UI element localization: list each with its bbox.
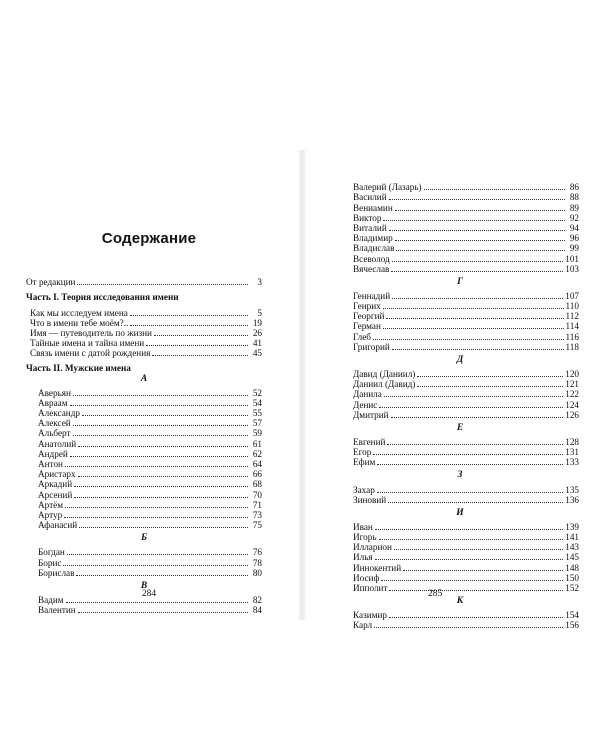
toc-entry — [341, 519, 579, 532]
toc-entry — [341, 179, 579, 193]
letter-heading: Е — [456, 422, 464, 433]
toc-entry-label: Вадим — [38, 594, 64, 605]
toc-entry-label: Валерий (Лазарь) — [353, 182, 422, 193]
toc-entry-label: Карл — [353, 620, 373, 631]
toc-entry-label: Алексей — [38, 418, 71, 429]
toc-entry-label: Герман — [353, 321, 381, 332]
toc-entry-page: 118 — [565, 341, 579, 352]
toc-entry-page: 3 — [257, 277, 262, 288]
toc-entry-page: 135 — [565, 484, 579, 495]
toc-entry-label: Борис — [38, 557, 62, 568]
toc-entry-page: 120 — [565, 369, 579, 379]
toc-entry-page: 62 — [252, 448, 262, 459]
toc-entry-page: 80 — [252, 567, 262, 578]
toc-entry — [341, 434, 579, 447]
dot-leader — [374, 617, 563, 628]
toc-entry-label: Виктор — [353, 212, 382, 223]
dot-leader — [377, 454, 563, 465]
toc-entry-page: 57 — [252, 418, 262, 429]
toc-entry — [26, 544, 262, 558]
toc-entry-page: 66 — [252, 469, 262, 480]
part-heading: Часть I. Теория исследования имени — [26, 292, 179, 303]
toc-entry-page: 71 — [252, 499, 262, 510]
toc-entry-label: Ипполит — [353, 583, 388, 593]
toc-entry-label: Иван — [353, 521, 373, 532]
dot-leader — [391, 261, 563, 272]
toc-entry-label: Геннадий — [353, 290, 391, 301]
toc-entry-page: 145 — [565, 552, 579, 563]
toc-entry-label: Даниил (Давид) — [353, 379, 416, 390]
toc-entry-page: 68 — [252, 479, 262, 490]
toc-entry-label: Георгий — [353, 311, 385, 322]
dot-leader — [78, 602, 248, 613]
toc-entry-label: Аркадий — [38, 479, 73, 490]
toc-entry-page: 5 — [257, 307, 262, 318]
toc-entry-page: 26 — [252, 327, 262, 338]
toc-entry-label: Захар — [353, 484, 375, 495]
toc-entry-label: Аристарх — [38, 469, 76, 480]
toc-entry-label: Альберт — [38, 428, 71, 439]
toc-entry-label: Иннокентий — [353, 562, 402, 573]
toc-entry-label: Владимир — [353, 233, 393, 244]
toc-entry-page: 122 — [565, 389, 579, 400]
toc-entry-page: 84 — [252, 605, 262, 616]
toc-entry-label: Евгений — [353, 436, 386, 447]
toc-entry-label: Василий — [353, 192, 387, 203]
toc-entry-page: 136 — [565, 494, 579, 505]
toc-entry-label: Вениамин — [353, 202, 393, 213]
toc-entry-label: Игорь — [353, 532, 377, 543]
letter-heading: Г — [457, 276, 463, 287]
toc-entry-label: Егор — [353, 447, 372, 458]
toc-entry-page: 152 — [565, 583, 579, 593]
toc-entry-page: 55 — [252, 408, 262, 419]
toc-entry-page: 86 — [569, 182, 579, 193]
toc-entry-label: Артём — [38, 499, 64, 510]
toc-entry-label: Андрей — [38, 448, 68, 459]
toc-entry-label: Илья — [353, 552, 373, 563]
toc-entry-label: Ефим — [353, 457, 376, 468]
toc-entry-label: От редакции — [26, 277, 76, 288]
dot-leader — [77, 274, 248, 285]
toc-entry-label: Афанасий — [38, 520, 78, 531]
toc-entry-page: 94 — [569, 222, 579, 233]
toc-entry-label: Глеб — [353, 331, 371, 342]
toc-entry-page: 76 — [252, 547, 262, 558]
toc-entry-label: Авраам — [38, 397, 68, 408]
toc-entry-label: Денис — [353, 399, 378, 410]
toc-entry-page: 88 — [569, 192, 579, 203]
page-number: 285 — [428, 589, 443, 599]
right-toc-entries — [341, 179, 579, 631]
toc-entry-label: Григорий — [353, 341, 390, 352]
toc-entry — [341, 559, 579, 573]
toc-entry-label: Казимир — [353, 610, 387, 621]
toc-entry-page: 73 — [252, 509, 262, 520]
toc-entry — [341, 529, 579, 543]
toc-entry-page: 19 — [252, 317, 262, 328]
toc-entry-page: 126 — [565, 409, 579, 420]
toc-entry-page: 52 — [252, 387, 262, 398]
toc-entry-label: Богдан — [38, 547, 65, 558]
letter-heading: З — [457, 470, 463, 481]
toc-entry-page: 112 — [565, 311, 579, 322]
toc-entry-editorial — [26, 274, 262, 288]
left-toc-entries — [26, 274, 262, 616]
toc-entry-page: 78 — [252, 557, 262, 568]
toc-entry-page: 128 — [565, 436, 579, 447]
toc-entry-label: Валентин — [38, 605, 76, 616]
toc-entry — [26, 385, 262, 398]
toc-entry-page: 121 — [565, 379, 579, 390]
toc-entry — [341, 339, 579, 352]
toc-entry-page: 59 — [252, 428, 262, 439]
toc-entry-label: Как мы исследуем имена — [30, 307, 128, 318]
letter-heading: В — [140, 580, 148, 591]
letter-heading: А — [140, 373, 148, 384]
toc-entry — [341, 288, 579, 301]
toc-entry-label: Связь имени с датой рождения — [30, 348, 151, 359]
toc-entry — [341, 481, 579, 495]
toc-entry — [341, 328, 579, 342]
toc-entry-page: 99 — [569, 243, 579, 254]
toc-entry-label: Имя — путеводитель по жизни — [30, 327, 152, 338]
toc-entry-page: 92 — [569, 212, 579, 223]
toc-entry-page: 143 — [565, 542, 579, 553]
toc-entry-label: Давид (Даниил) — [353, 369, 416, 379]
toc-entry-label: Владислав — [353, 243, 395, 254]
toc-entry-label: Артур — [38, 509, 63, 520]
toc-entry-label: Аверьян — [38, 387, 71, 398]
toc-entry-page: 156 — [565, 620, 579, 631]
page-number: 284 — [141, 589, 157, 599]
toc-entry-page: 133 — [565, 457, 579, 468]
toc-entry-page: 150 — [565, 572, 579, 583]
toc-entry-page: 54 — [252, 397, 262, 408]
dot-leader — [388, 492, 563, 503]
toc-entry — [341, 549, 579, 563]
toc-entry-label: Александр — [38, 408, 80, 419]
toc-entry-label: Дмитрий — [353, 409, 389, 420]
toc-entry-label: Генрих — [353, 301, 381, 312]
toc-entry-label: Виталий — [353, 222, 387, 233]
toc-entry-page: 41 — [252, 338, 262, 349]
toc-entry-page: 70 — [252, 489, 262, 500]
toc-entry-page: 139 — [565, 521, 579, 532]
toc-entry-page: 96 — [569, 233, 579, 244]
toc-entry-page: 75 — [252, 520, 262, 531]
book-gutter — [297, 150, 307, 620]
toc-entry-page: 148 — [565, 562, 579, 573]
toc-entry — [341, 617, 579, 631]
toc-entry-label: Данила — [353, 389, 382, 400]
toc-entry-label: Илларион — [353, 542, 392, 553]
toc-entry-page: 110 — [565, 301, 579, 312]
toc-entry-page: 103 — [565, 263, 579, 274]
toc-entry — [341, 444, 579, 458]
toc-entry-page: 124 — [565, 399, 579, 410]
toc-entry-page: 64 — [252, 459, 262, 469]
dot-leader — [76, 565, 248, 576]
toc-entry-label: Всеволод — [353, 253, 390, 264]
dot-leader — [392, 339, 564, 350]
toc-entry-page: 45 — [252, 348, 262, 359]
dot-leader — [79, 517, 248, 528]
toc-entry-label: Иосиф — [353, 572, 380, 583]
toc-entry-page: 82 — [252, 594, 262, 605]
toc-entry-page: 89 — [569, 202, 579, 213]
dot-leader — [391, 407, 564, 418]
toc-entry-label: Борислав — [38, 567, 75, 578]
toc-entry — [26, 304, 262, 318]
toc-entry-label: Антон — [38, 459, 63, 469]
letter-heading: К — [456, 596, 464, 606]
toc-entry — [341, 607, 579, 621]
letter-heading: Д — [456, 354, 464, 365]
part-heading: Часть II. Мужские имена — [26, 363, 131, 374]
toc-entry-page: 116 — [565, 331, 579, 342]
toc-entry — [341, 366, 579, 379]
toc-entry-label: Что в имени тебе моём?.. — [30, 317, 129, 328]
letter-heading: Б — [140, 533, 148, 544]
toc-entry — [341, 454, 579, 468]
toc-entry-page: 141 — [565, 532, 579, 543]
dot-leader — [152, 345, 248, 356]
toc-entry-label: Зиновий — [353, 494, 387, 505]
toc-entry-label: Тайные имена и тайна имени — [30, 338, 145, 349]
toc-entry-page: 107 — [565, 290, 579, 301]
toc-entry-page: 154 — [565, 610, 579, 621]
toc-entry-page: 101 — [565, 253, 579, 264]
page-title: Содержание — [101, 230, 197, 247]
toc-entry-label: Анатолий — [38, 438, 77, 449]
toc-entry-label: Вячеслав — [353, 263, 390, 274]
toc-entry-page: 114 — [565, 321, 579, 332]
toc-entry-page: 131 — [565, 447, 579, 458]
toc-entry-label: Арсений — [38, 489, 73, 500]
letter-heading: И — [456, 507, 464, 518]
toc-entry-page: 61 — [252, 438, 262, 449]
